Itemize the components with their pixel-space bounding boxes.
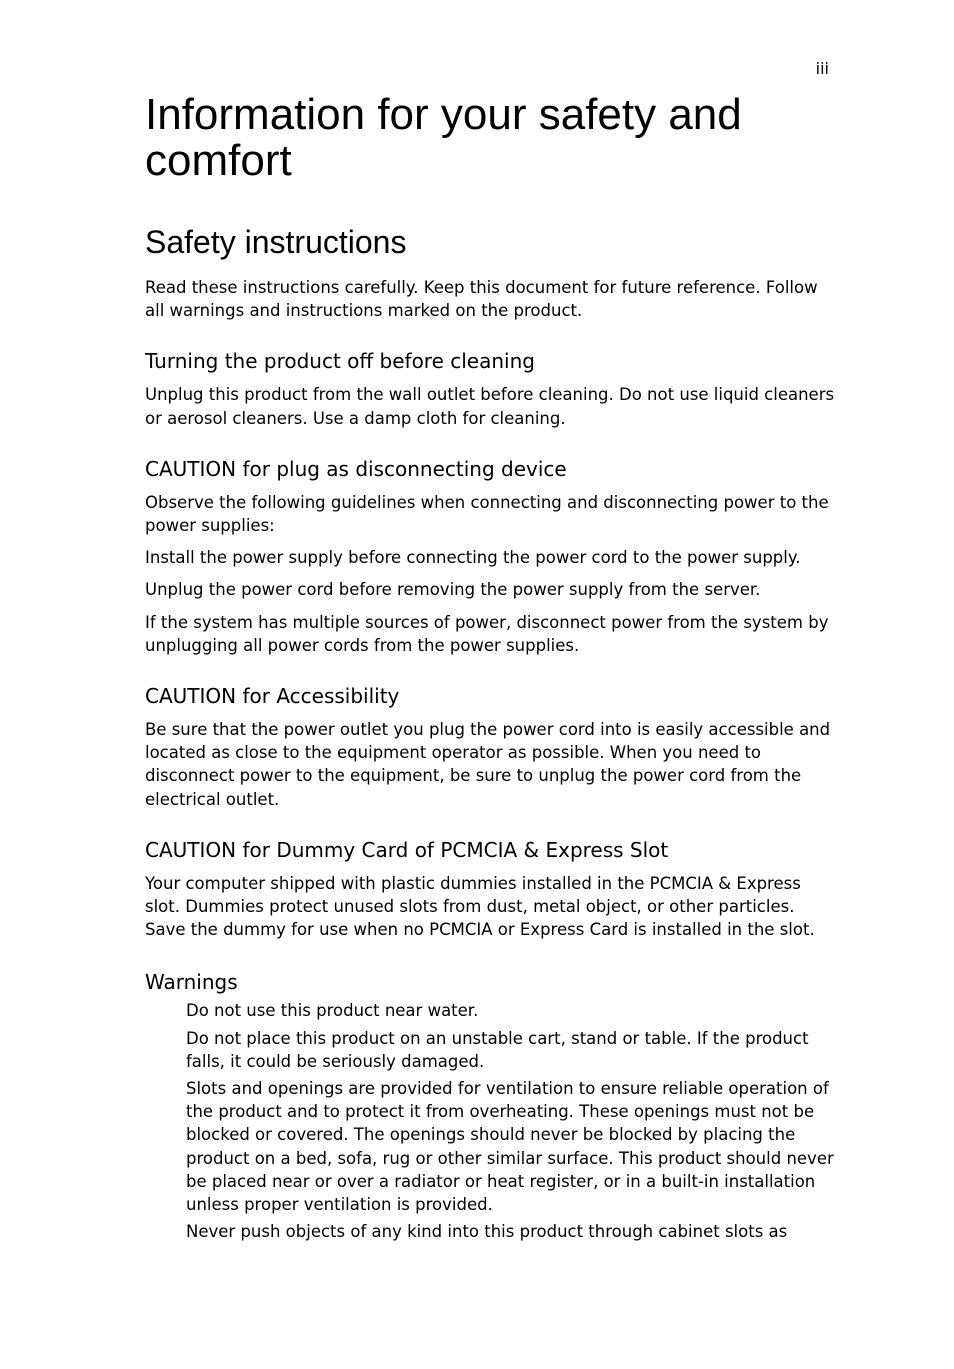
caution-access-paragraph: Be sure that the power outlet you plug the power cord into is easily accessible and located as close to the equipment operator as possible. When you need to disconnect power to the equipment, be sure to unplug the power cord from the electrical outlet. [145, 720, 831, 809]
warnings-list [186, 999, 835, 1243]
page-number: iii [815, 59, 829, 78]
caution-plug-paragraph: Unplug the power cord before removing the power supply from the server. [145, 580, 761, 600]
warning-item: Slots and openings are provided for ventilation to ensure reliable operation of the product and to protect it from overheating. These openings must not be blocked or covered. The openings should never be blocked by placing the product on a bed, sofa, rug or other similar surface. This product should never be placed near or over a radiator or heat register, or in a built-in installation unless proper ventilation is provided. [186, 1079, 834, 1215]
caution-plug-paragraph: Install the power supply before connecting the power cord to the power supply. [145, 548, 801, 568]
caution-access-heading: CAUTION for Accessibility [145, 684, 400, 709]
warning-item: Do not place this product on an unstable cart, stand or table. If the product falls, it could be seriously damaged. [186, 1028, 809, 1071]
warning-item: Do not use this product near water. [186, 1001, 479, 1021]
warnings-heading: Warnings [145, 970, 238, 995]
turning-off-paragraph: Unplug this product from the wall outlet before cleaning. Do not use liquid cleaners or aerosol cleaners. Use a damp cloth for cleaning. [145, 385, 835, 428]
caution-plug-paragraph: If the system has multiple sources of power, disconnect power from the system by unplugging all power cords from the power supplies. [145, 612, 829, 655]
caution-plug-paragraph: Observe the following guidelines when connecting and disconnecting power to the power supplies: [145, 492, 829, 536]
warning-item: Never push objects of any kind into this product through cabinet slots as [186, 1222, 788, 1242]
caution-dummy-paragraph: Your computer shipped with plastic dummies installed in the PCMCIA & Express slot. Dummies protect unused slots from dust, metal object, or other particles. Save the dummy for use when no PCMCIA or Express Card is installed in the slot. [145, 873, 815, 940]
section-title: Safety instructions [145, 224, 407, 260]
turning-off-heading: Turning the product off before cleaning [145, 349, 535, 374]
caution-plug-heading: CAUTION for plug as disconnecting device [145, 456, 567, 481]
intro-paragraph: Read these instructions carefully. Keep this document for future reference. Follow all warnings and instructions marked on the product. [145, 278, 818, 321]
document-body [145, 92, 835, 1247]
page-title: Information for your safety and comfort [145, 90, 742, 185]
caution-dummy-heading: CAUTION for Dummy Card of PCMCIA & Express Slot [145, 837, 669, 862]
